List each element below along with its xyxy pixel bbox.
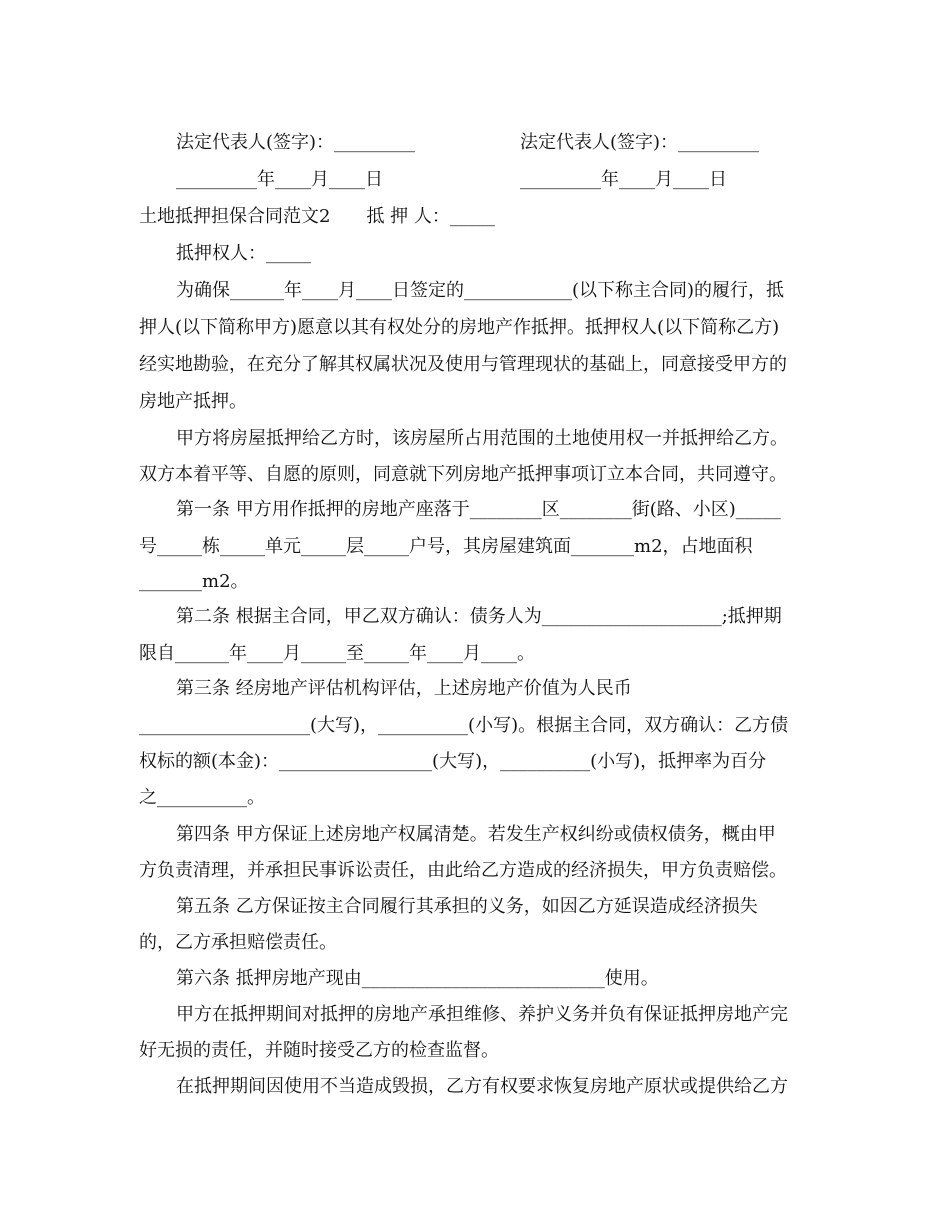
article-1-line: _______m2。	[139, 571, 249, 592]
paragraph-line: 甲方在抵押期间对抵押的房地产承担维修、养护义务并负有保证抵押房地产完	[176, 1004, 788, 1025]
paragraph-line: 经实地勘验，在充分了解其权属状况及使用与管理现状的基础上，同意接受甲方的	[139, 354, 787, 375]
article-1-line: 号_____栋_____单元_____层_____户号，其房屋建筑面_______m2，占地面积	[139, 536, 753, 557]
article-1-line: 第一条 甲方用作抵押的房地产座落于________区________街(路、小区)_____	[176, 499, 781, 520]
paragraph-line: 好无损的责任，并随时接受乙方的检查监督。	[139, 1040, 499, 1061]
article-3-line: ___________________(大写)，__________(小写)。根据主合同，双方确认：乙方债	[139, 715, 789, 736]
paragraph-line: 为确保______年____月____日签定的____________(以下称主合同)的履行，抵	[176, 280, 785, 301]
paragraph-line: 房地产抵押。	[139, 391, 247, 412]
document-title: 土地抵押担保合同范文2 抵 押 人：_____	[139, 206, 495, 227]
mortgagee-line: 抵押权人：_____	[176, 243, 311, 264]
article-5-line: 第五条 乙方保证按主合同履行其承担的义务，如因乙方延误造成经济损失	[176, 896, 758, 917]
article-3-line: 第三条 经房地产评估机构评估，上述房地产价值为人民币	[176, 678, 632, 699]
article-4-line: 第四条 甲方保证上述房地产权属清楚。若发生产权纠纷或债权债务，概由甲	[176, 824, 776, 845]
date-line-party-b: _________年____月____日	[520, 169, 727, 190]
paragraph-line: 甲方将房屋抵押给乙方时，该房屋所占用范围的土地使用权一并抵押给乙方。	[176, 428, 788, 449]
signature-line-party-a: 法定代表人(签字)：_________	[176, 132, 416, 153]
paragraph-line: 押人(以下简称甲方)愿意以其有权处分的房地产作抵押。抵押权人(以下简称乙方)	[139, 317, 780, 338]
paragraph-line: 在抵押期间因使用不当造成毁损，乙方有权要求恢复房地产原状或提供给乙方	[176, 1076, 788, 1097]
article-3-line: 之__________。	[139, 787, 265, 808]
article-6-line: 第六条 抵押房地产现由___________________________使用。	[176, 968, 659, 989]
article-2-line: 第二条 根据主合同，甲乙双方确认：债务人为____________________;抵押期	[176, 606, 782, 627]
article-5-line: 的，乙方承担赔偿责任。	[139, 932, 337, 953]
date-line-party-a: _________年____月____日	[176, 169, 383, 190]
article-2-line: 限自______年____月_____至_____年____月____。	[139, 643, 535, 664]
article-3-line: 权标的额(本金)：_________________(大写)，__________(小写)，抵押率为百分	[139, 751, 767, 772]
signature-line-party-b: 法定代表人(签字)：_________	[520, 132, 760, 153]
article-4-line: 方负责清理，并承担民事诉讼责任，由此给乙方造成的经济损失，甲方负责赔偿。	[139, 860, 787, 881]
paragraph-line: 双方本着平等、自愿的原则，同意就下列房地产抵押事项订立本合同，共同遵守。	[139, 464, 787, 485]
